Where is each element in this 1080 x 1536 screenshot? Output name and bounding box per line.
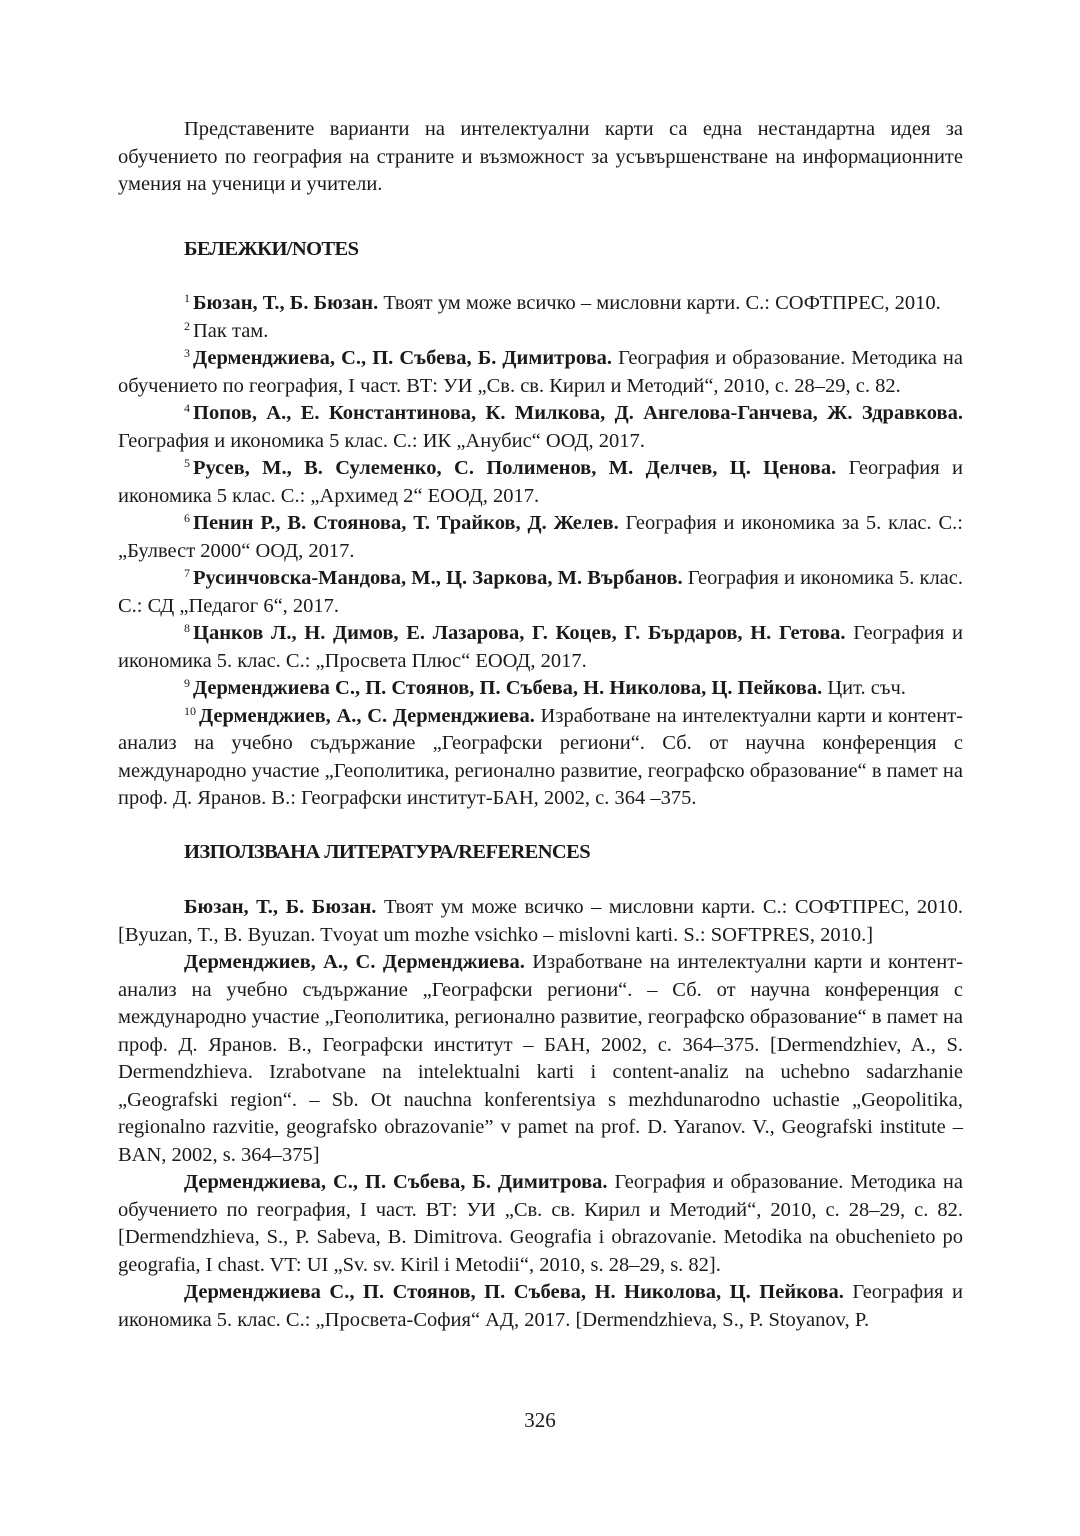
note-authors: Цанков Л., Н. Димов, Е. Лазарова, Г. Коцев, Г. Бърдаров, Н. Гетова. — [193, 622, 846, 644]
note-number: 2 — [184, 318, 190, 333]
references-list — [118, 894, 963, 1334]
note-text: Изработване на интелектуални карти и контент-анализ на учебно съдържание „Географски региони“. Сб. от научна конференция с международно участие „Геополитика, регионално развитие, географско образование“ в памет на проф. Д. Яранов. В.: Географски институт-БАН, 2002, с. 364 –375. — [118, 704, 963, 809]
note-item — [118, 675, 963, 703]
note-number: 4 — [184, 401, 190, 415]
note-number: 7 — [184, 566, 190, 580]
note-authors: Русев, М., В. Сулеменко, С. Полименов, М. Делчев, Ц. Ценова. — [193, 457, 837, 479]
note-number: 1 — [184, 291, 190, 305]
page-number: 326 — [524, 1408, 556, 1432]
note-text: География и икономика 5 клас. С.: ИК „Анубис“ ООД, 2017. — [118, 429, 645, 452]
reference-text: Твоят ум може всичко – мисловни карти. С.: СОФТПРЕС, 2010. [Byuzan, T., B. Byuzan. Tvoyat um mozhe vsichko – mislovni karti. S.: SOFTPRES, 2010.] — [118, 896, 963, 946]
note-number: 8 — [184, 621, 190, 635]
note-item — [118, 400, 963, 455]
note-item — [118, 565, 963, 620]
reference-text: География и образование. Методика на обучението по география, I част. ВТ: УИ „Св. св. Кирил и Методий“, 2010, с. 28–29, с. 82. [Dermendzhieva, S., P. Sabeva, B. Dimitrova. Geografia i obrazovanie. Metodika na obuchenieto po geografia, I chast. VT: UI „Sv. sv. Kiril i Metodii“, 2010, s. 28–29, s. 82]. — [118, 1171, 963, 1276]
note-text: География и икономика за 5. клас. С.: „Булвест 2000“ ООД, 2017. — [118, 512, 963, 562]
reference-text: География и икономика 5. клас. С.: „Просвета-София“ АД, 2017. [Dermendzhieva, S., P. Stoyanov, P. — [118, 1281, 963, 1331]
reference-authors: Дерменджиев, А., С. Дерменджиева. — [184, 951, 525, 973]
note-number: 9 — [184, 676, 190, 690]
intro-paragraph: Представените варианти на интелектуални карти са една нестандартна идея за обучението по география на страните и възможност за усъвършенстване на информационните умения на ученици и учители. — [118, 118, 963, 195]
note-number: 5 — [184, 456, 190, 470]
note-text: География и икономика 5 клас. С.: „Архимед 2“ ЕООД, 2017. — [118, 457, 963, 507]
note-text: География и икономика 5. клас. С.: „Просвета Плюс“ ЕООД, 2017. — [118, 622, 963, 672]
reference-item — [118, 894, 963, 949]
reference-text: Изработване на интелектуални карти и контент-анализ на учебно съдържание „Географски региони“. – Сб. от научна конференция с международно участие „Геополитика, регионално развитие, географско образование“ в памет на проф. Д. Яранов. В., Географски институт – БАН, 2002, с. 364–375. [Dermendzhiev, A., S. Dermendzhieva. Izrabotvane na intelektualni karti i content-analiz na uchebno sadarzhanie „Geografski region“. – Sb. Ot nauchna konferentsiya s mezhdunarodno uchastie „Geopolitika, regionalno razvitie, geografsko obrazovanie” v pamet na prof. D. Yaranov. V., Geografski institute – BAN, 2002, s. 364–375] — [118, 951, 963, 1166]
note-text: География и икономика 5. клас. С.: СД „Педагог 6“, 2017. — [118, 567, 963, 617]
note-authors: Пенин Р., В. Стоянова, Т. Трайков, Д. Желев. — [193, 512, 619, 534]
note-authors: Бюзан, Т., Б. Бюзан. — [193, 292, 379, 314]
note-item — [118, 345, 963, 400]
note-text: Цит. съч. — [822, 677, 906, 699]
note-text: Пак там. — [193, 319, 269, 342]
note-number: 6 — [184, 511, 190, 525]
note-item — [118, 703, 963, 813]
reference-item — [118, 949, 963, 1169]
note-number: 3 — [184, 346, 190, 360]
note-authors: Дерменджиева С., П. Стоянов, П. Събева, Н. Николова, Ц. Пейкова. — [193, 677, 823, 699]
note-text: География и образование. Методика на обучението по география, I част. ВТ: УИ „Св. св. Кирил и Методий“, 2010, с. 28–29, с. 82. — [118, 347, 963, 397]
reference-item — [118, 1169, 963, 1279]
note-item — [118, 290, 963, 318]
document-page — [118, 116, 963, 1334]
notes-list — [118, 290, 963, 813]
note-text: Твоят ум може всичко – мисловни карти. С.: СОФТПРЕС, 2010. — [378, 292, 941, 314]
reference-authors: Дерменджиева С., П. Стоянов, П. Събева, Н. Николова, Ц. Пейкова. — [184, 1281, 844, 1303]
note-authors: Дерменджиева, С., П. Събева, Б. Димитрова. — [193, 347, 613, 369]
note-authors: Попов, А., Е. Константинова, К. Милкова, Д. Ангелова-Ганчева, Ж. Здравкова. — [193, 402, 963, 424]
notes-heading: БЕЛЕЖКИ/NOTES — [184, 237, 359, 260]
reference-item — [118, 1279, 963, 1334]
reference-authors: Дерменджиева, С., П. Събева, Б. Димитрова. — [184, 1171, 608, 1193]
note-item — [118, 455, 963, 510]
note-item — [118, 510, 963, 565]
note-item — [118, 318, 963, 346]
note-number: 10 — [184, 703, 196, 718]
note-item — [118, 620, 963, 675]
note-authors: Русинчовска-Мандова, М., Ц. Заркова, М. Върбанов. — [193, 567, 683, 589]
note-authors: Дерменджиев, А., С. Дерменджиева. — [199, 704, 535, 727]
references-heading: ИЗПОЛЗВАНА ЛИТЕРАТУРА/REFERENCES — [184, 840, 591, 863]
reference-authors: Бюзан, Т., Б. Бюзан. — [184, 896, 377, 918]
